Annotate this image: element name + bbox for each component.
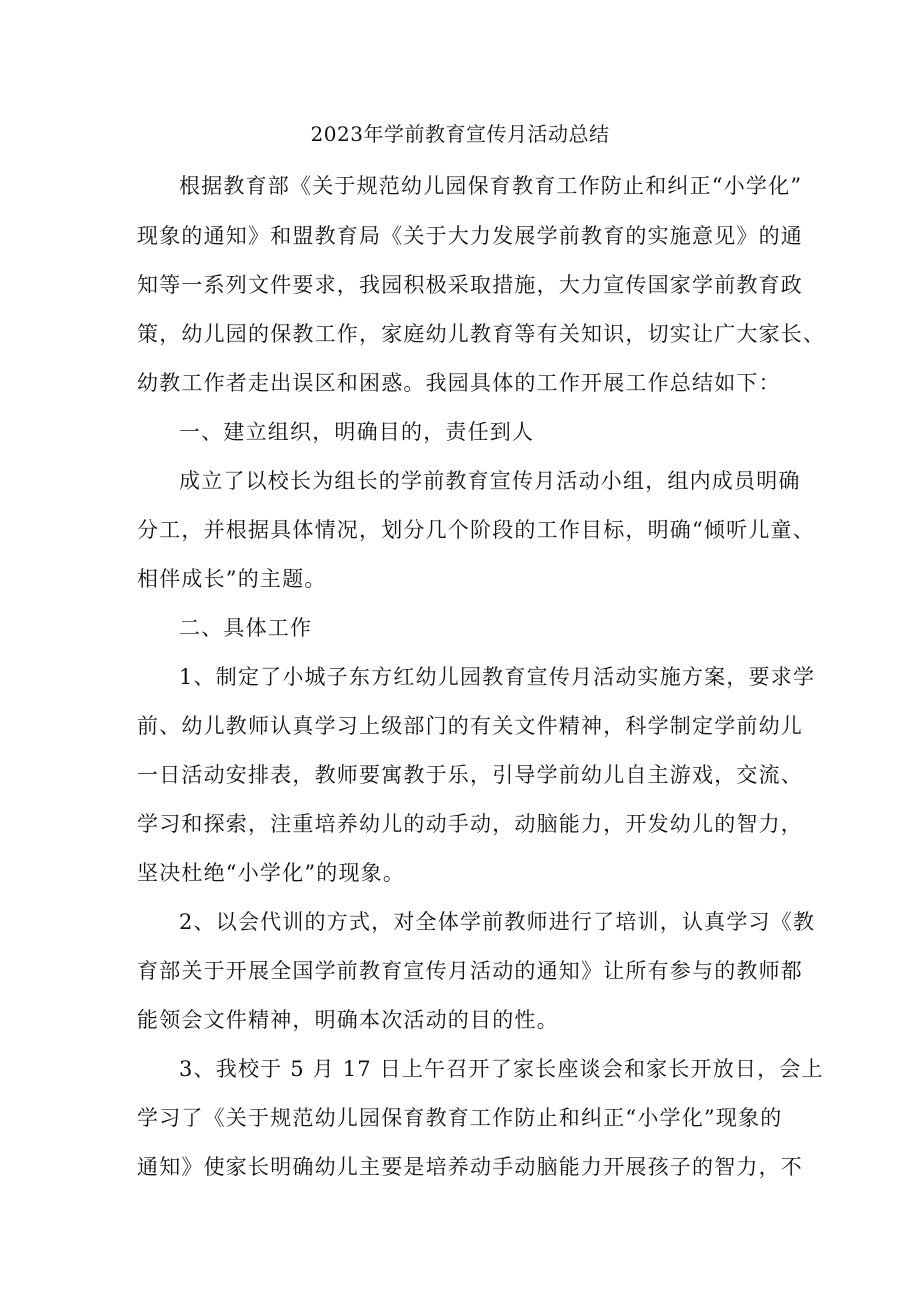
paragraph-1-line-4: 策，幼儿园的保教工作，家庭幼儿教育等有关知识，切实让广大家长、 [137,322,826,346]
section-heading-2: 二、具体工作 [179,616,313,640]
paragraph-2-line-2: 分工，并根据具体情况，划分几个阶段的工作目标，明确“倾听儿童、 [137,518,815,542]
paragraph-5-line-2: 学习了《关于规范幼儿园保育教育工作防止和纠正“小学化”现象的 [137,1106,783,1130]
paragraph-1-line-1: 根据教育部《关于规范幼儿园保育教育工作防止和纠正“小学化” [179,174,803,198]
paragraph-1-line-5: 幼教工作者走出误区和困惑。我园具体的工作开展工作总结如下： [137,371,781,395]
paragraph-4-line-1: 2、以会代训的方式，对全体学前教师进行了培训，认真学习《教 [179,910,816,934]
document-title: 2023年学前教育宣传月活动总结 [310,122,610,146]
section-heading-1: 一、建立组织，明确目的，责任到人 [179,420,535,444]
paragraph-3-line-5: 坚决杜绝“小学化”的现象。 [137,861,406,885]
paragraph-2-line-1: 成立了以校长为组长的学前教育宣传月活动小组，组内成员明确 [179,469,801,493]
paragraph-3-line-2: 前、幼儿教师认真学习上级部门的有关文件精神，科学制定学前幼儿 [137,714,803,738]
paragraph-2-line-3: 相伴成长”的主题。 [137,567,327,591]
paragraph-3-line-3: 一日活动安排表，教师要寓教于乐，引导学前幼儿自主游戏，交流、 [137,763,803,787]
paragraph-1-line-2: 现象的通知》和盟教育局《关于大力发展学前教育的实施意见》的通 [137,224,803,248]
paragraph-5-line-1: 3、我校于 5 月 17 日上午召开了家长座谈会和家长开放日，会上 [179,1057,824,1081]
paragraph-5-line-3: 通知》使家长明确幼儿主要是培养动手动脑能力开展孩子的智力，不 [137,1155,803,1179]
paragraph-3-line-4: 学习和探索，注重培养幼儿的动手动，动脑能力，开发幼儿的智力， [137,812,803,836]
paragraph-4-line-2: 育部关于开展全国学前教育宣传月活动的通知》让所有参与的教师都 [137,959,803,983]
paragraph-3-line-1: 1、制定了小城子东方红幼儿园教育宣传月活动实施方案，要求学 [179,665,816,689]
paragraph-1-line-3: 知等一系列文件要求，我园积极采取措施，大力宣传国家学前教育政 [137,273,803,297]
paragraph-4-line-3: 能领会文件精神，明确本次活动的目的性。 [137,1008,559,1032]
